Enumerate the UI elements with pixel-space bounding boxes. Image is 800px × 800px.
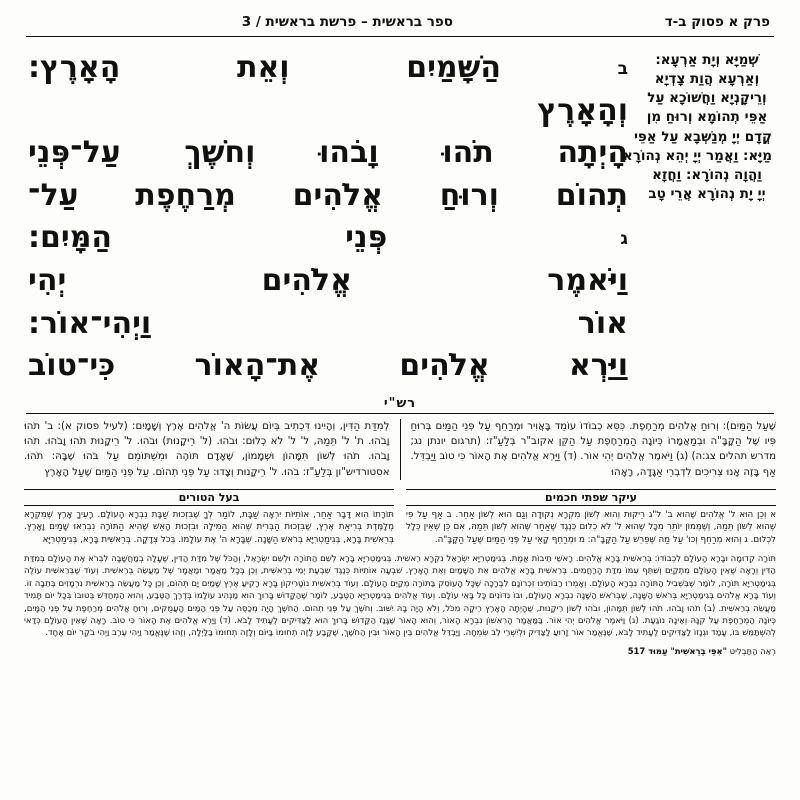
heading-baal-haturim: בעל הטורים — [24, 489, 394, 506]
header-chapter-verse: פרק א פסוק ב-ד — [664, 14, 770, 30]
rashi-commentary — [24, 419, 776, 480]
commentary-columns — [24, 509, 776, 546]
rashi-column-left: לְמִדַּת הַדִּין, וְהָיִינוּ דִּכְתִיב בְּיוֹם עֲשׂוֹת ה' אֱלֹהִים אֶרֶץ וְשָׁמָיִם: (לעיל פסוק א): ב' תֹהוּ וָבֹהוּ. ת' ל' תֵּמַהּ, ל' ל' לֹא כְלוּם: וּבֹהוּ. (ל' רֵיקָנוּת) וּבֹהוּ. ל' רֵיקָנוּת תֹהוּ וָבֹהוּ. תֹהוּ וָבֹהוּ. תֹהוּ לְשׁוֹן תִּמָּהוֹן וּשְׁמָמוֹן, שֶׁאָדָם תּוֹהֶה וּמִשְׁתּוֹמֵם עַל בֹּהוּ שֶׁבָּהּ: תֹהוּ. אסטורדיש"ון בְּלַעַ"ז: בֹהוּ. ל' רֵיקָנוּת וְצָדוּ: עַל פְּנֵי תְהוֹם. עַל פְּנֵי הַמַּיִם שֶׁעַל הָאָרֶץ — [24, 420, 390, 478]
targum-line: וְרֵיקָנְיָא וַחֲשׁוֹכָא עַל — [647, 90, 767, 107]
verse-text: פְּנֵי הַמָּיִם: — [28, 220, 388, 256]
targum-line: אַפֵּי תְהוֹמָא וְרוּחַ מִן — [646, 109, 768, 126]
targum-line: יְיָ יָת נְהוֹרָא אֲרֵי טָב — [648, 186, 766, 203]
rashi-divider — [26, 413, 774, 414]
baal-haturim-text: תּוֹרָתוֹ הִוא דָּבָר אַחֵר, אוֹתִיּוֹת יִרְאָה שַׁבָּת, לוֹמַר לְךָ שֶׁבִּזְכוּת שַׁבָּת נִבְרָא הָעוֹלָם. רָעִיךָ אָרֶץ שֶׁמִּקְרָא מְלָמֶּדֶת בְּרִיאַת אֶרֶץ, שֶׁבִּזְכוּת הַבְּרִית שֶׁהוּא הַמִּילָה וּבִזְכוּת הָאֵשׁ שֶׁהִיא הַתּוֹרָה נִבְרְאוּ שָׁמַיִם וָאָרֶץ. בְּרֵאשִׁית בָּרָא, בְּגִימַטְרִיָּא בְּרֹאשׁ הַשָּׁנָה. שֶׁבָּרָא ה' אֶת עוֹלָמוֹ. בְּכֹל צְדָקָה. בְּרֵאשִׁית בָּרָא, בְּגִימַטְרִיָּא — [24, 509, 394, 545]
header-book-title: ספר בראשית – פרשת בראשית / 3 — [241, 14, 453, 30]
verse-line — [28, 47, 628, 90]
verse-line — [28, 345, 628, 388]
header-divider — [26, 36, 774, 37]
verse-line — [28, 175, 628, 218]
hebrew-verse-column — [28, 47, 628, 388]
rashi-section-title: רש"י — [383, 395, 417, 411]
verse-line — [28, 303, 628, 346]
verse-text: וַיֹּאמֶר אֱלֹהִים יְהִי — [28, 262, 628, 298]
verse-line — [28, 260, 628, 303]
verse-line — [28, 217, 628, 260]
page-header — [24, 14, 776, 36]
verse-number: ג — [620, 229, 628, 250]
heading-ikar-siftei-chachamim: עיקר שפתי חכמים — [406, 489, 776, 506]
rashi-column-right: שֶׁעַל הַמַּיִם): וְרוּחַ אֱלֹהִים מְרַחֶפֶת. כִּסֵּא כְבוֹדוֹ עוֹמֵד בָּאֲוִיר וּמְרַחֵף עַל פְּנֵי הַמַּיִם בְּרוּחַ פִּיו שֶׁל הַקָּבָּ"ה וּבְמַאֲמָרוֹ כְּיוֹנָה הַמְרַחֶפֶת עַל הַקֵּן אקוב"ר בְּלַעַ"ז: (תרגום יונתן נג; מדרש תהלים צג:ה) (ג) וַיֹּאמֶר אֱלֹהִים יְהִי אוֹר. (ד) וַיַּרְא אֱלֹהִים אֶת הָאוֹר כִּי טוֹב וַיַּבְדֵּל. אַף בָּזֶה אָנוּ צְרִיכִים לִדְבְרֵי אַגָּדָה, רָאָהוּ — [410, 420, 776, 478]
main-commentary-text: תּוֹרָה קְדוּמָה וּבָרָא הָעוֹלָם לִכְבוֹדוֹ: בְּרֵאשִׁית בָּרָא אֱלֹהִים. רָאשֵׁי תֵיבוֹת אֱמֶת. בְּגִימַטְרִיָּא יִשְׂרָאֵל נִקְרָא רֵאשִׁית. בְּגִימַטְרִיָּא בָּרָא לְשֵׁם הַתּוֹרָה וּלְשֵׁם יִשְׂרָאֵל, וְהַכֹּל שֶׁל מִדַּת הַדִּין, שֶׁעָלָה בְמַחֲשָׁבָה לִבְרֹא אֶת הָעוֹלָם בְּמִדַּת הַדִּין וְרָאָה שֶׁאֵין הָעוֹלָם מִתְקַיֵּם וְשִׁתֵּף עִמּוֹ מִדַּת הָרַחֲמִים. בְּרֵאשִׁית בָּרָא אֱלֹהִים אֵת הַשָּׁמַיִם וְאֵת הָאָרֶץ. שִׁבְעָה אוֹתִיּוֹת כְּנֶגֶד שִׁבְעַת יְמֵי בְרֵאשִׁית, וְכֵן בְּכָל מַאֲמָר וּמַאֲמָר שֶׁל מַעֲשֵׂה בְרֵאשִׁית. וְעוֹד שֶׁבְּרֵאשִׁית עוֹלֶה בְּגִימַטְרִיָּא תּוֹרָה, לוֹמַר שֶׁבִּשְׁבִיל הַתּוֹרָה נִבְרָא הָעוֹלָם. וְאָמְרוּ רַבּוֹתֵינוּ זִכְרוֹנָם לִבְרָכָה שֶׁכָּל הָעוֹסֵק בַּתּוֹרָה מְקַיֵּם הָעוֹלָם. וְעוֹד בְּרֵאשִׁית נוֹטָרִיקוֹן בָּרָא רָקִיעַ אֶרֶץ שָׁמַיִם יָם תְּהוֹם, וְכֵן כָּל מַעֲשֵׂה בְרֵאשִׁית נִרְמָזִים בְּתֵבָה זוֹ. וְעוֹד בָּרָא אֱלֹהִים בְּגִימַטְרִיָּא בְּרֹאשׁ הַשָּׁנָה, שֶׁבְּרֹאשׁ הַשָּׁנָה נִבְרָא הָעוֹלָם, וּבוֹ נִדּוֹנִים כָּל בָּאֵי עוֹלָם. וְעוֹד אֱלֹהִים בְּגִימַטְרִיָּא הַטֶּבַע, לוֹמַר שֶׁהַקָּדוֹשׁ בָּרוּךְ הוּא מַנְהִיג עוֹלָמוֹ בְּדֶרֶךְ הַטֶּבַע, וְהוּא הַמְחַדֵּשׁ בְּטוּבוֹ בְּכָל יוֹם תָּמִיד מַעֲשֵׂה בְרֵאשִׁית. (ב) תֹהוּ וָבֹהוּ. תֹהוּ לְשׁוֹן תִּמָּהוֹן, וּבֹהוּ לְשׁוֹן רֵיקָנוּת, שֶׁהָיְתָה הָאָרֶץ רֵיקָה מִכֹּל, וְלֹא הָיָה בָהּ יִשּׁוּב. וְחֹשֶׁךְ עַל פְּנֵי תְהוֹם. הַחֹשֶׁךְ הָיָה מְכַסֶּה עַל פְּנֵי הַמַּיִם הָעֲמֻקִּים, וְרוּחַ אֱלֹהִים מְרַחֶפֶת עַל פְּנֵי הַמָּיִם, כְּיוֹנָה הַמְרַחֶפֶת עַל קִנָּהּ וְאֵינָהּ נוֹגַעַת. (ג) וַיֹּאמֶר אֱלֹהִים יְהִי אוֹר. בַּמַּאֲמָר הָרִאשׁוֹן נִבְרָא הָאוֹר, וְהוּא הָאוֹר שֶׁגָּנַז הַקָּדוֹשׁ בָּרוּךְ הוּא לַצַּדִּיקִים לֶעָתִיד לָבֹא. (ד) וַיַּרְא אֱלֹהִים אֶת הָאוֹר כִּי טוֹב. רָאָה שֶׁאֵין הָעוֹלָם כְּדַאי לְהִשְׁתַּמֵּשׁ בּוֹ, עָמַד וּגְנָזוֹ לַצַּדִּיקִים לֶעָתִיד לָבֹא, שֶׁנֶּאֱמַר אוֹר זָרוּעַ לַצַּדִּיק וּלְיִשְׁרֵי לֵב שִׂמְחָה. וַיַּבְדֵּל אֱלֹהִים בֵּין הָאוֹר וּבֵין הַחֹשֶׁךְ, שֶׁקָּבַע לָזֶה תְחוּמוֹ בַּיּוֹם וְלָזֶה תְחוּמוֹ בַּלַּיְלָה, וְזֶהוּ שֶׁנֶּאֱמַר וַיְהִי עֶרֶב וַיְהִי בֹקֶר יוֹם אֶחָד. — [24, 553, 776, 639]
rashi-column-divider — [400, 419, 401, 480]
footer-note-label: רְאֵה הַתַּבְלִיט — [729, 645, 776, 656]
targum-onkelos-column — [622, 47, 772, 204]
commentary-headings — [24, 489, 776, 506]
targum-line: מַיָּא: וַאֲמַר יְיָ יְהֵא נְהוֹרָא — [622, 147, 772, 164]
footer-page-reference: "אִפֵּי בְרֵאשִׁית" עַמּוּד 517 — [627, 645, 727, 656]
verse-text: הַשָּׁמַיִם וְאֵת הָאָרֶץ: — [28, 50, 501, 85]
ikar-siftei-chachamim-text: א וְכֵן הוּא ל' אֱלֹהִים שֶׁהוּא ב' ל"ג רֵיקוּת וְהוּא לְשׁוֹן מִקְרָא נְקוּדָה וְגַם הוּא לְשׁוֹן אַחֵר. ב אַף עַל פִּי שֶׁהוּא לְשׁוֹן תֵּמַהּ, וְשֶׁמְּמוֹן יוֹתֵר מִכָּל שֶׁהוּא ל' לֹא כְלוּם כְּנֶגֶד שֶׁאַחַר שֶׁהוּא לְשׁוֹן תֵּמַהּ, אִם כֵּן שֶׁאֵין כְּלָל לִכְלוּם. ג וְהוּא מְרַחֵף וְכוּ' עַל מַה שֶּׁפֵּרֵשׁ עַל הַקָּבָּ"ה: מ וּמְרַחֵף קָאֵי עַל פְּנֵי הַמַּיִם שֶׁעַל הַקָּבָּ"ה. — [406, 509, 776, 545]
scripture-block — [24, 47, 776, 388]
targum-line: וְאַרְעָא הֲוַת צָדְיָא — [654, 71, 760, 88]
targum-line: שְׁמַיָּא וְיָת אַרְעָא: — [655, 52, 759, 68]
targum-line: וַהֲוָה נְהוֹרָא: וַחֲזָא — [652, 166, 762, 183]
verse-line — [28, 90, 628, 133]
verse-text: הָיְתָה תֹהוּ וָבֹהוּ וְחֹשֶׁךְ עַל־פְּנֵי — [28, 135, 628, 171]
verse-text: תְהוֹם וְרוּחַ אֱלֹהִים מְרַחֶפֶת עַל־ — [28, 177, 628, 213]
verse-text: אוֹר וַיְהִי־אוֹר: — [28, 305, 628, 341]
verse-text: וַיַּרְא אֱלֹהִים אֶת־הָאוֹר כִּי־טוֹב — [28, 348, 628, 384]
verse-text: וְהָאָרֶץ — [537, 92, 628, 128]
targum-line: קֳדָם יְיָ מְנַשְּׁבָא עַל אַפֵּי — [633, 128, 772, 145]
footer-note — [24, 646, 776, 656]
verse-line — [28, 132, 628, 175]
verse-number: ב — [617, 59, 628, 79]
